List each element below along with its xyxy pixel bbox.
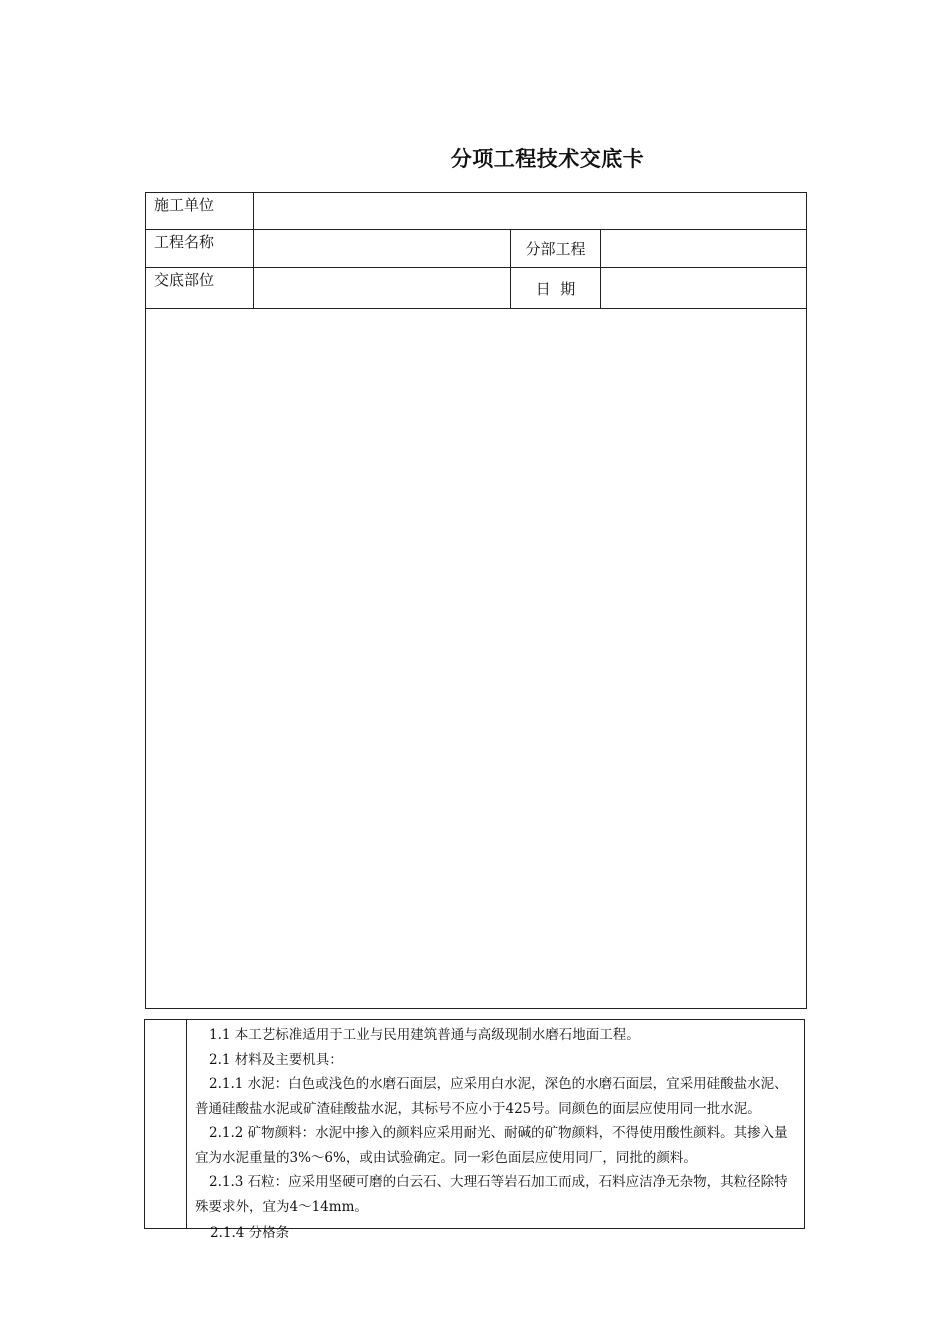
paragraph: 2.1.2 矿物颜料：水泥中掺入的颜料应采用耐光、耐碱的矿物颜料，不得使用酸性颜料。其掺入量宜为水泥重量的3%～6%，或由试验确定。同一彩色面层应使用同厂，同批的颜料。	[195, 1125, 788, 1166]
content-table	[144, 1019, 805, 1229]
location-label: 交底部位	[146, 268, 254, 309]
header-table	[145, 192, 807, 1009]
paragraph: 1.1 本工艺标准适用于工业与民用建筑普通与高级现制水磨石地面工程。	[209, 1027, 640, 1043]
paragraph: 2.1.3 石粒：应采用坚硬可磨的白云石、大理石等岩石加工而成，石料应洁净无杂物，其粒径除特殊要求外，宜为4～14mm。	[195, 1174, 788, 1215]
project-name-label: 工程名称	[146, 230, 254, 268]
sub-project-field[interactable]	[601, 230, 807, 268]
date-field[interactable]	[601, 268, 807, 309]
overflow-paragraph: 2.1.4 分格条	[210, 1225, 290, 1241]
construction-unit-label: 施工单位	[146, 193, 254, 230]
page-title: 分项工程技术交底卡	[450, 146, 645, 171]
location-field[interactable]	[254, 268, 511, 309]
paragraph: 2.1 材料及主要机具：	[209, 1051, 343, 1068]
content-text-cell	[187, 1020, 805, 1229]
sub-project-label: 分部工程	[511, 230, 601, 268]
content-area[interactable]	[146, 309, 807, 1009]
paragraph: 2.1.1 水泥：白色或浅色的水磨石面层，应采用白水泥，深色的水磨石面层，宜采用硅酸盐水泥、普通硅酸盐水泥或矿渣硅酸盐水泥，其标号不应小于425号。同颜色的面层应使用同一批水泥。	[195, 1076, 788, 1117]
content-side-cell	[145, 1020, 187, 1229]
project-name-field[interactable]	[254, 230, 511, 268]
date-label: 日 期	[511, 268, 601, 309]
construction-unit-field[interactable]	[254, 193, 807, 230]
